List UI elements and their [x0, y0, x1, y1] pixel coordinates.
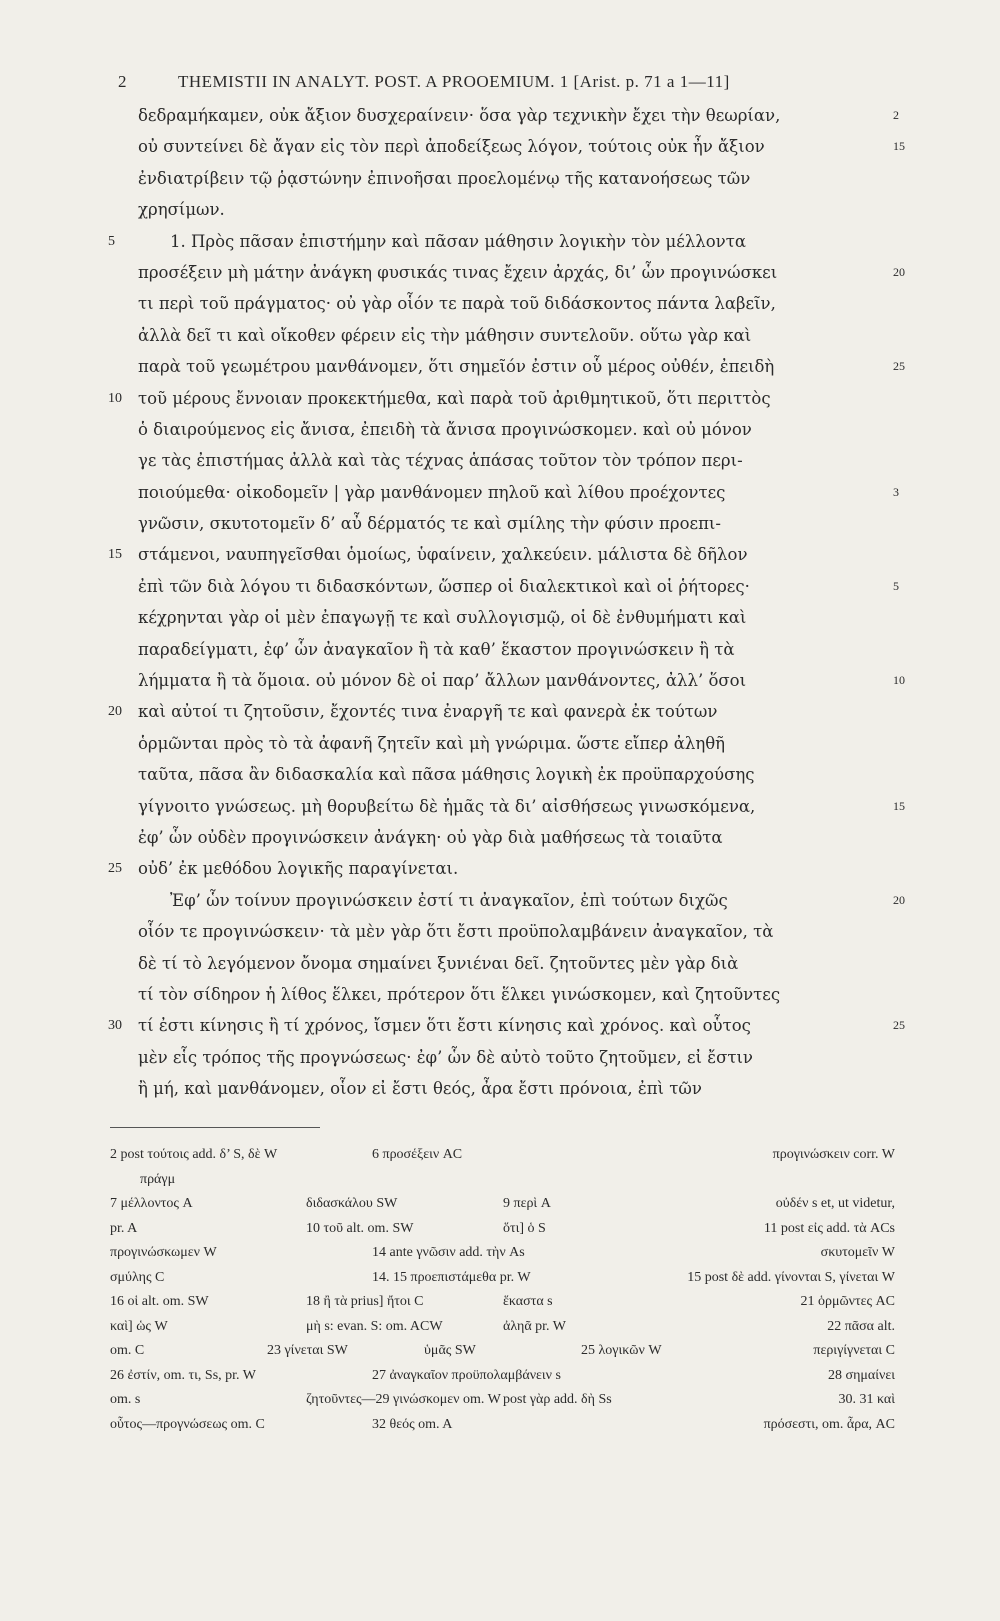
line-text: καὶ αὐτοί τι ζητοῦσιν, ἔχοντές τινα ἐναργῆ τε καὶ φανερὰ ἐκ τούτων	[138, 702, 718, 722]
text-line	[0, 131, 1000, 162]
footnote-line	[0, 1270, 1000, 1295]
footnote-entry: 30. 31 καὶ	[838, 1392, 895, 1407]
text-line	[0, 100, 1000, 131]
footnote-entry: ὅτι] ὁ S	[503, 1220, 546, 1236]
text-line	[0, 320, 1000, 351]
line-text: οὐδ’ ἐκ μεθόδου λογικῆς παραγίνεται.	[138, 859, 459, 879]
reference-number: 20	[893, 264, 905, 279]
line-text: ἐνδιατρίβειν τῷ ῥᾳστώνην ἐπινοῆσαι προελομένῳ τῆς κατανοήσεως τῶν	[138, 168, 751, 188]
text-line	[0, 445, 1000, 476]
footnote-line	[0, 1172, 1000, 1197]
text-line	[0, 665, 1000, 696]
apparatus-criticus	[0, 1147, 1000, 1441]
line-text: ὁ διαιρούμενος εἰς ἄνισα, ἐπειδὴ τὰ ἄνισα προγινώσκομεν. καὶ οὐ μόνον	[138, 419, 752, 439]
footnote-entry: 28 σημαίνει	[828, 1367, 895, 1383]
footnote-entry: post γὰρ add. δὴ Ss	[503, 1392, 612, 1407]
text-line	[0, 634, 1000, 665]
running-title: THEMISTII IN ANALYT. POST. A PROOEMIUM. 1 [Arist. p. 71 a 1—11]	[178, 72, 730, 91]
footnote-entry: μὴ s: evan. S: om. ACW	[306, 1318, 443, 1334]
text-line	[0, 791, 1000, 822]
footnote-entry: 18 ἢ τὰ prius] ἤτοι C	[306, 1294, 424, 1309]
line-text: ταῦτα, πᾶσα ἂν διδασκαλία καὶ πᾶσα μάθησις λογικὴ ἐκ προϋπαρχούσης	[138, 765, 755, 785]
footnote-entry: ὑμᾶς SW	[424, 1343, 476, 1358]
line-text: τί ἐστι κίνησις ἢ τί χρόνος, ἴσμεν ὅτι ἔστι κίνησις καὶ χρόνος. καὶ οὗτος	[138, 1016, 751, 1036]
line-text: ἐφ’ ὧν οὐδὲν προγινώσκειν ἀνάγκη· οὐ γὰρ διὰ μαθήσεως τὰ τοιαῦτα	[138, 827, 723, 847]
text-line	[0, 257, 1000, 288]
text-line	[0, 1010, 1000, 1041]
line-number: 5	[108, 233, 115, 249]
main-text	[0, 100, 1000, 1105]
text-line	[0, 728, 1000, 759]
footnote-entry: 7 μέλλοντος A	[110, 1196, 193, 1211]
text-line	[0, 539, 1000, 570]
line-text: γνῶσιν, σκυτοτομεῖν δ’ αὖ δέρματός τε καὶ σμίλης τὴν φύσιν προεπι-	[138, 514, 721, 534]
footnote-entry: 27 ἀναγκαῖον προϋπολαμβάνειν s	[372, 1367, 561, 1383]
text-line	[0, 759, 1000, 790]
text-line	[0, 383, 1000, 414]
line-text: χρησίμων.	[138, 200, 225, 220]
line-text: γε τὰς ἐπιστήμας ἀλλὰ καὶ τὰς τέχνας ἁπάσας τοῦτον τὸν τρόπον περι-	[138, 451, 743, 471]
line-text: 1. Πρὸς πᾶσαν ἐπιστήμην καὶ πᾶσαν μάθησιν λογικὴν τὸν μέλλοντα	[170, 231, 746, 251]
footnote-entry: πράγμ	[140, 1171, 176, 1187]
text-line	[0, 414, 1000, 445]
text-line	[0, 163, 1000, 194]
footnote-entry: περιγίγνεται C	[813, 1343, 895, 1358]
text-line	[0, 916, 1000, 947]
footnote-line	[0, 1368, 1000, 1393]
line-text: κέχρηνται γὰρ οἱ μὲν ἐπαγωγῇ τε καὶ συλλογισμῷ, οἱ δὲ ἐνθυμήματι καὶ	[138, 608, 747, 628]
reference-number: 3	[893, 484, 899, 499]
footnote-line	[0, 1245, 1000, 1270]
line-text: οἷόν τε προγινώσκειν· τὰ μὲν γὰρ ὅτι ἔστι προϋπολαμβάνειν ἀναγκαῖον, τὰ	[138, 922, 774, 942]
footnote-line	[0, 1196, 1000, 1221]
reference-number: 20	[893, 892, 905, 907]
line-text: ἢ μή, καὶ μανθάνομεν, οἷον εἰ ἔστι θεός, ἆρα ἔστι πρόνοια, ἐπὶ τῶν	[138, 1079, 702, 1099]
footnote-entry: 22 πᾶσα alt.	[827, 1318, 895, 1334]
line-number: 10	[108, 390, 122, 406]
footnote-entry: 23 γίνεται SW	[267, 1343, 348, 1358]
footnote-line	[0, 1221, 1000, 1246]
footnote-entry: 26 ἐστίν, om. τι, Ss, pr. W	[110, 1367, 257, 1383]
line-text: δὲ τί τὸ λεγόμενον ὄνομα σημαίνει ξυνιέναι δεῖ. ζητοῦντες μὲν γὰρ διὰ	[138, 953, 739, 973]
line-text: στάμενοι, ναυπηγεῖσθαι ὁμοίως, ὑφαίνειν, χαλκεύειν. μάλιστα δὲ δῆλον	[138, 545, 748, 565]
reference-number: 25	[893, 1018, 905, 1033]
text-line	[0, 288, 1000, 319]
footnote-entry: 25 λογικῶν W	[581, 1343, 662, 1358]
footnote-line	[0, 1392, 1000, 1417]
line-text: Ἐφ’ ὧν τοίνυν προγινώσκειν ἐστί τι ἀναγκαῖον, ἐπὶ τούτων διχῶς	[170, 890, 728, 910]
reference-number: 25	[893, 359, 905, 374]
text-line	[0, 508, 1000, 539]
footnote-entry: om. s	[110, 1392, 141, 1407]
text-line	[0, 1073, 1000, 1104]
footnote-line	[0, 1319, 1000, 1344]
footnote-entry: 10 τοῦ alt. om. SW	[306, 1220, 414, 1236]
footnote-entry: 21 ὁρμῶντες AC	[800, 1294, 895, 1309]
line-text: τί τὸν σίδηρον ἡ λίθος ἕλκει, πρότερον ὅτι ἕλκει γινώσκομεν, καὶ ζητοῦντες	[138, 984, 781, 1004]
text-line	[0, 1042, 1000, 1073]
footnote-entry: 16 οἱ alt. om. SW	[110, 1294, 209, 1309]
text-line	[0, 571, 1000, 602]
footnote-entry: διδασκάλου SW	[306, 1196, 398, 1211]
text-line	[0, 979, 1000, 1010]
footnote-entry: οὗτος—προγνώσεως om. C	[110, 1416, 265, 1432]
footnote-entry: 9 περὶ A	[503, 1196, 551, 1211]
footnote-entry: ζητοῦντες—29 γινώσκομεν om. W	[306, 1392, 501, 1407]
line-text: παραδείγματι, ἐφ’ ὧν ἀναγκαῖον ἢ τὰ καθ’ ἕκαστον προγινώσκειν ἢ τὰ	[138, 639, 735, 659]
footnote-entry: 32 θεός om. A	[372, 1416, 453, 1432]
footnote-line	[0, 1147, 1000, 1172]
footnote-entry: προγινώσκειν corr. W	[772, 1147, 895, 1162]
line-text: οὐ συντείνει δὲ ἄγαν εἰς τὸν περὶ ἀποδείξεως λόγον, τούτοις οὐκ ἦν ἄξιον	[138, 137, 765, 157]
footnote-entry: pr. A	[110, 1220, 138, 1236]
footnote-entry: om. C	[110, 1343, 145, 1358]
line-number: 25	[108, 861, 122, 877]
reference-number: 10	[893, 673, 905, 688]
line-number: 20	[108, 704, 122, 720]
line-text: ποιούμεθα· οἰκοδομεῖν | γὰρ μανθάνομεν πηλοῦ καὶ λίθου προέχοντες	[138, 482, 726, 502]
footnote-entry: σκυτομεῖν W	[820, 1245, 895, 1260]
footnote-entry: 2 post τούτοις add. δ’ S, δὲ W	[110, 1147, 278, 1162]
text-line	[0, 696, 1000, 727]
footnote-line	[0, 1417, 1000, 1442]
footnote-line	[0, 1294, 1000, 1319]
line-text: ὁρμῶνται πρὸς τὸ τὰ ἀφανῆ ζητεῖν καὶ μὴ γνώριμα. ὥστε εἴπερ ἀληθῆ	[138, 733, 726, 753]
footnote-entry: πρόσεστι, om. ἆρα, AC	[763, 1416, 895, 1432]
footnote-entry: 6 προσέξειν AC	[372, 1147, 463, 1162]
line-text: γίγνοιτο γνώσεως. μὴ θορυβείτω δὲ ἡμᾶς τὰ δι’ αἰσθήσεως γινωσκόμενα,	[138, 796, 756, 816]
line-text: λήμματα ἢ τὰ ὅμοια. οὐ μόνον δὲ οἱ παρ’ ἄλλων μανθάνοντες, ἀλλ’ ὅσοι	[138, 671, 747, 691]
text-line	[0, 948, 1000, 979]
text-line	[0, 351, 1000, 382]
footnote-entry: ἕκαστα s	[503, 1294, 553, 1309]
text-line	[0, 226, 1000, 257]
text-line	[0, 194, 1000, 225]
text-line	[0, 822, 1000, 853]
footnote-entry: 15 post δὲ add. γίνονται S, γίνεται W	[687, 1269, 895, 1285]
line-text: μὲν εἷς τρόπος τῆς προγνώσεως· ἐφ’ ὧν δὲ αὐτὸ τοῦτο ζητοῦμεν, εἰ ἔστιν	[138, 1047, 753, 1067]
text-line	[0, 477, 1000, 508]
footnote-entry: 14. 15 προεπιστάμεθα pr. W	[372, 1269, 531, 1285]
footnote-entry: ἀληᾶ pr. W	[503, 1318, 567, 1334]
text-line	[0, 853, 1000, 884]
text-line	[0, 602, 1000, 633]
reference-number: 5	[893, 578, 899, 593]
line-text: προσέξειν μὴ μάτην ἀνάγκη φυσικάς τινας ἔχειν ἀρχάς, δι’ ὧν προγινώσκει	[138, 262, 778, 282]
line-text: τι περὶ τοῦ πράγματος· οὐ γὰρ οἷόν τε παρὰ τοῦ διδάσκοντος πάντα λαβεῖν,	[138, 294, 776, 314]
footnote-line	[0, 1343, 1000, 1368]
line-text: τοῦ μέρους ἔννοιαν προκεκτήμεθα, καὶ παρὰ τοῦ ἀριθμητικοῦ, ὅτι περιττὸς	[138, 388, 771, 408]
line-text: παρὰ τοῦ γεωμέτρου μανθάνομεν, ὅτι σημεῖόν ἐστιν οὗ μέρος οὐθέν, ἐπειδὴ	[138, 357, 775, 377]
line-number: 30	[108, 1018, 122, 1034]
footnote-entry: οὐδέν s et, ut videtur,	[775, 1196, 895, 1211]
text-line	[0, 885, 1000, 916]
footnote-entry: 11 post εἰς add. τὰ ACs	[763, 1220, 895, 1236]
reference-number: 15	[893, 798, 905, 813]
line-text: δεδραμήκαμεν, οὐκ ἄξιον δυσχεραίνειν· ὅσα γὰρ τεχνικὴν ἔχει τὴν θεωρίαν,	[138, 106, 781, 125]
footnote-entry: σμύλης C	[110, 1269, 165, 1285]
footnote-entry: καὶ] ὡς W	[110, 1318, 168, 1334]
page-header	[118, 72, 878, 92]
line-text: ἀλλὰ δεῖ τι καὶ οἴκοθεν φέρειν εἰς τὴν μάθησιν συντελοῦν. οὕτω γὰρ καὶ	[138, 325, 752, 345]
footnote-entry: προγινώσκωμεν W	[110, 1245, 217, 1260]
page-number: 2	[118, 72, 127, 91]
footnote-entry: 14 ante γνῶσιν add. τὴν As	[372, 1245, 525, 1260]
line-number: 15	[108, 547, 122, 563]
footnote-rule	[110, 1127, 320, 1128]
reference-number: 2	[893, 108, 899, 122]
reference-number: 15	[893, 139, 905, 154]
line-text: ἐπὶ τῶν διὰ λόγου τι διδασκόντων, ὥσπερ οἱ διαλεκτικοὶ καὶ οἱ ῥήτορες·	[138, 576, 750, 596]
